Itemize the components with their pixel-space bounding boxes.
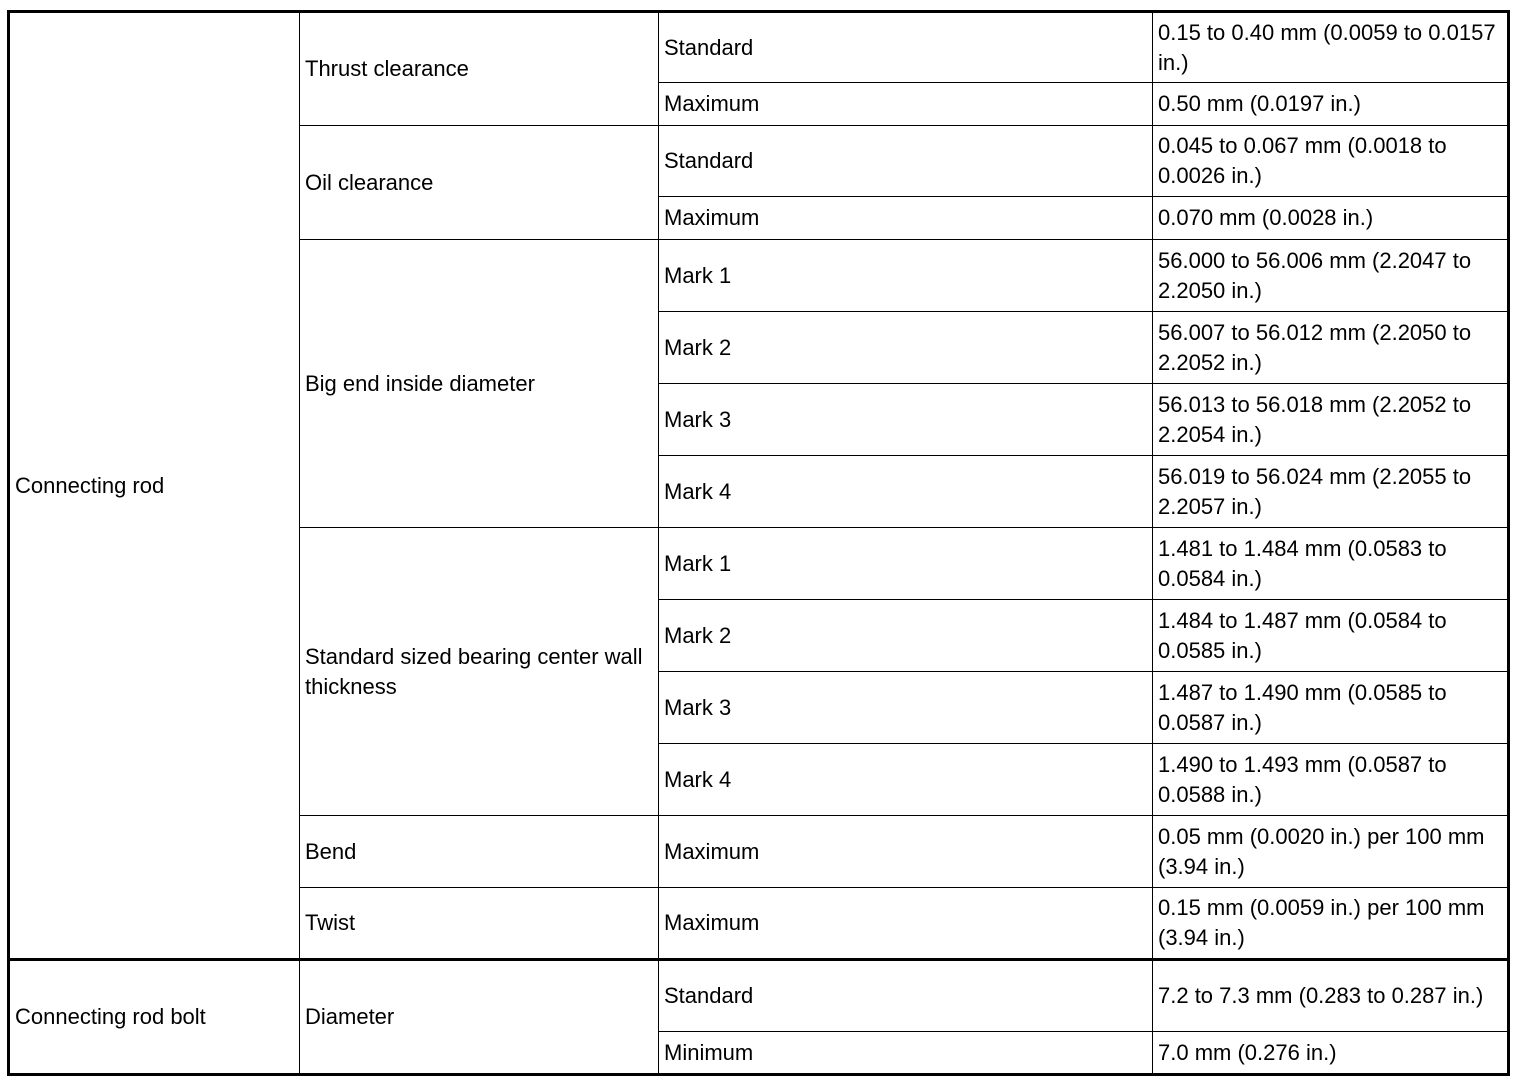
value-cell: 0.045 to 0.067 mm (0.0018 to 0.0026 in.)	[1153, 126, 1509, 197]
condition-cell: Maximum	[659, 83, 1153, 126]
item-name-cell: Twist	[300, 888, 659, 960]
value-cell: 7.0 mm (0.276 in.)	[1153, 1032, 1509, 1075]
value-cell: 0.070 mm (0.0028 in.)	[1153, 197, 1509, 240]
value-cell: 56.013 to 56.018 mm (2.2052 to 2.2054 in.)	[1153, 384, 1509, 456]
item-name-cell: Big end inside diameter	[300, 240, 659, 528]
condition-cell: Minimum	[659, 1032, 1153, 1075]
condition-cell: Mark 4	[659, 456, 1153, 528]
item-name-cell: Bend	[300, 816, 659, 888]
value-cell: 1.490 to 1.493 mm (0.0587 to 0.0588 in.)	[1153, 744, 1509, 816]
value-cell: 1.484 to 1.487 mm (0.0584 to 0.0585 in.)	[1153, 600, 1509, 672]
condition-cell: Standard	[659, 960, 1153, 1032]
value-cell: 56.007 to 56.012 mm (2.2050 to 2.2052 in.)	[1153, 312, 1509, 384]
item-name-cell: Oil clearance	[300, 126, 659, 240]
item-name-cell: Diameter	[300, 960, 659, 1075]
item-name-cell: Thrust clearance	[300, 12, 659, 126]
value-cell: 1.481 to 1.484 mm (0.0583 to 0.0584 in.)	[1153, 528, 1509, 600]
condition-cell: Maximum	[659, 197, 1153, 240]
condition-cell: Mark 2	[659, 312, 1153, 384]
table-row	[9, 12, 1509, 83]
condition-cell: Standard	[659, 12, 1153, 83]
condition-cell: Mark 1	[659, 240, 1153, 312]
part-name-cell: Connecting rod bolt	[9, 960, 300, 1075]
value-cell: 0.15 mm (0.0059 in.) per 100 mm (3.94 in.)	[1153, 888, 1509, 960]
item-name-cell: Standard sized bearing center wall thickness	[300, 528, 659, 816]
value-cell: 1.487 to 1.490 mm (0.0585 to 0.0587 in.)	[1153, 672, 1509, 744]
value-cell: 0.50 mm (0.0197 in.)	[1153, 83, 1509, 126]
value-cell: 56.019 to 56.024 mm (2.2055 to 2.2057 in.)	[1153, 456, 1509, 528]
condition-cell: Mark 2	[659, 600, 1153, 672]
value-cell: 56.000 to 56.006 mm (2.2047 to 2.2050 in.)	[1153, 240, 1509, 312]
condition-cell: Mark 1	[659, 528, 1153, 600]
condition-cell: Standard	[659, 126, 1153, 197]
condition-cell: Maximum	[659, 888, 1153, 960]
value-cell: 0.15 to 0.40 mm (0.0059 to 0.0157 in.)	[1153, 12, 1509, 83]
condition-cell: Mark 4	[659, 744, 1153, 816]
spec-table	[7, 10, 1510, 1076]
condition-cell: Mark 3	[659, 384, 1153, 456]
condition-cell: Maximum	[659, 816, 1153, 888]
value-cell: 7.2 to 7.3 mm (0.283 to 0.287 in.)	[1153, 960, 1509, 1032]
condition-cell: Mark 3	[659, 672, 1153, 744]
value-cell: 0.05 mm (0.0020 in.) per 100 mm (3.94 in.)	[1153, 816, 1509, 888]
part-name-cell: Connecting rod	[9, 12, 300, 960]
table-row	[9, 960, 1509, 1032]
